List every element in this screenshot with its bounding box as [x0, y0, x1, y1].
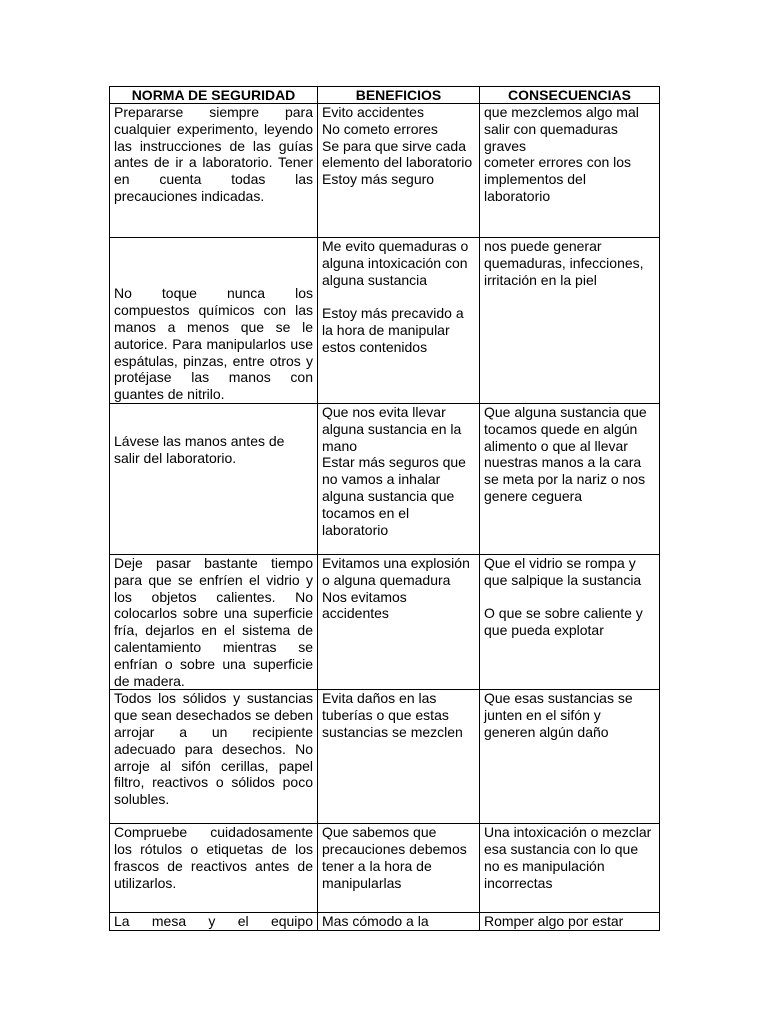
cell-norma	[110, 238, 318, 404]
table-row	[110, 913, 660, 931]
beneficios-text: Me evito quemaduras o alguna intoxicación con alguna sustancia Estoy más precavido a la hora de manipular estos contenidos	[322, 238, 469, 355]
cell-norma	[110, 690, 318, 824]
table-header-row	[110, 87, 660, 104]
table-row	[110, 555, 660, 690]
cell-beneficios	[318, 104, 480, 238]
consecuencias-text: Una intoxicación o mezclar esa sustancia con lo que no es manipulación incorrectas	[484, 824, 652, 891]
cell-beneficios	[318, 824, 480, 913]
header-consecuencias: CONSECUENCIAS	[480, 87, 660, 104]
beneficios-text: Que sabemos que precauciones debemos tener a la hora de manipularlas	[322, 824, 467, 891]
cell-consecuencias	[480, 690, 660, 824]
norma-text: No toque nunca los compuestos químicos con las manos a menos que se le autorice. Para manipularlos use espátulas, pinzas, entre otros y protéjase las manos con guantes de nitrilo.	[114, 285, 313, 403]
table-row	[110, 238, 660, 404]
table-row	[110, 404, 660, 555]
cell-beneficios	[318, 238, 480, 404]
cell-consecuencias	[480, 824, 660, 913]
beneficios-text: Que nos evita llevar alguna sustancia en la mano Estar más seguros que no vamos a inhalar alguna sustancia que tocamos en el laboratorio	[322, 404, 466, 538]
table-row	[110, 690, 660, 824]
norma-text: Todos los sólidos y sustancias que sean desechados se deben arrojar a un recipiente adecuado para desechos. No arroje al sifón cerillas, papel filtro, reactivos o sólidos poco solubles.	[114, 690, 313, 808]
norma-text: Compruebe cuidadosamente los rótulos o etiquetas de los frascos de reactivos antes de utilizarlos.	[114, 824, 313, 891]
norma-text: Lávese las manos antes de salir del laboratorio.	[114, 433, 285, 466]
norma-text: La mesa y el equipo	[114, 913, 313, 930]
consecuencias-text: Romper algo por estar	[484, 913, 624, 930]
beneficios-text: Evita daños en las tuberías o que estas sustancias se mezclen	[322, 690, 463, 740]
cell-norma	[110, 913, 318, 931]
cell-beneficios	[318, 690, 480, 824]
cell-consecuencias	[480, 104, 660, 238]
beneficios-text: Evitamos una explosión o alguna quemadura Nos evitamos accidentes	[322, 555, 470, 622]
header-norma: NORMA DE SEGURIDAD	[110, 87, 318, 104]
cell-consecuencias	[480, 913, 660, 931]
cell-beneficios	[318, 404, 480, 555]
cell-consecuencias	[480, 238, 660, 404]
header-beneficios: BENEFICIOS	[318, 87, 480, 104]
consecuencias-text: que mezclemos algo mal salir con quemaduras graves cometer errores con los implementos del laboratorio	[484, 104, 639, 204]
consecuencias-text: Que esas sustancias se junten en el sifón y generen algún daño	[484, 690, 633, 740]
consecuencias-text: Que el vidrio se rompa y que salpique la sustancia O que se sobre caliente y que pueda explotar	[484, 555, 643, 639]
norma-text: Deje pasar bastante tiempo para que se enfríen el vidrio y los objetos calientes. No colocarlos sobre una superficie fría, dejarlos en el sistema de calentamiento mientras se enfrían o sobre una superficie de madera.	[114, 555, 313, 689]
cell-consecuencias	[480, 404, 660, 555]
beneficios-text: Mas cómodo a la	[322, 913, 429, 930]
cell-norma	[110, 104, 318, 238]
cell-beneficios	[318, 913, 480, 931]
table-row	[110, 104, 660, 238]
cell-norma	[110, 404, 318, 555]
cell-norma	[110, 555, 318, 690]
safety-rules-table	[109, 86, 660, 931]
cell-consecuencias	[480, 555, 660, 690]
consecuencias-text: Que alguna sustancia que tocamos quede en algún alimento o que al llevar nuestras manos a la cara se meta por la nariz o nos genere ceguera	[484, 404, 647, 504]
cell-norma	[110, 824, 318, 913]
norma-text: Prepararse siempre para cualquier experimento, leyendo las instrucciones de las guías antes de ir a laboratorio. Tener en cuenta todas las precauciones indicadas.	[114, 104, 313, 204]
cell-beneficios	[318, 555, 480, 690]
table-row	[110, 824, 660, 913]
consecuencias-text: nos puede generar quemaduras, infecciones, irritación en la piel	[484, 238, 644, 288]
beneficios-text: Evito accidentes No cometo errores Se para que sirve cada elemento del laboratorio Estoy más seguro	[322, 104, 473, 188]
